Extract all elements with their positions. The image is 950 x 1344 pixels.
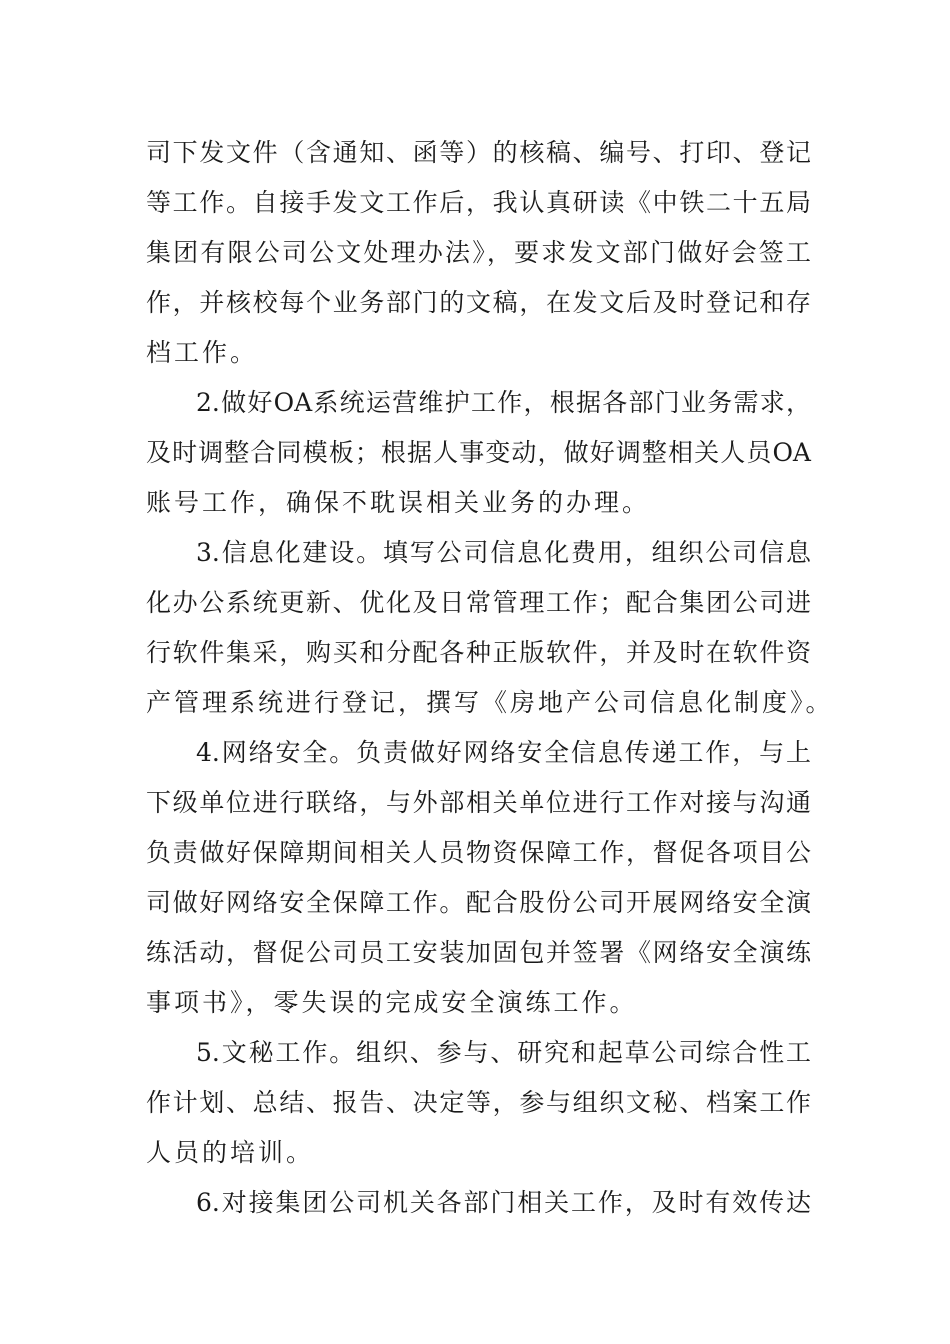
text-line: 事项书》，零失误的完成安全演练工作。 xyxy=(146,988,638,1017)
text-line: 作，并核校每个业务部门的文稿，在发文后及时登记和存 xyxy=(146,288,811,317)
text-line: 产管理系统进行登记，撰写《房地产公司信息化制度》。 xyxy=(146,688,834,717)
text-line: 人员的培训。 xyxy=(146,1138,315,1167)
paragraph-start-line: 2.做好OA系统运营维护工作，根据各部门业务需求， xyxy=(196,388,811,417)
text-line: 练活动，督促公司员工安装加固包并签署《网络安全演练 xyxy=(146,938,811,967)
text-line: 等工作。自接手发文工作后，我认真研读《中铁二十五局 xyxy=(146,188,811,217)
paragraph-start-line: 3.信息化建设。填写公司信息化费用，组织公司信息 xyxy=(196,538,811,567)
text-line: 司下发文件（含通知、函等）的核稿、编号、打印、登记 xyxy=(146,138,811,167)
paragraph-start-line: 6.对接集团公司机关各部门相关工作，及时有效传达 xyxy=(196,1188,811,1217)
text-line: 行软件集采，购买和分配各种正版软件，并及时在软件资 xyxy=(146,638,811,667)
text-line: 负责做好保障期间相关人员物资保障工作，督促各项目公 xyxy=(146,838,811,867)
paragraph-start-line: 5.文秘工作。组织、参与、研究和起草公司综合性工 xyxy=(196,1038,811,1067)
text-line: 账号工作，确保不耽误相关业务的办理。 xyxy=(146,488,651,517)
text-line: 司做好网络安全保障工作。配合股份公司开展网络安全演 xyxy=(146,888,811,917)
paragraph-start-line: 4.网络安全。负责做好网络安全信息传递工作，与上 xyxy=(196,738,811,767)
text-line: 档工作。 xyxy=(146,338,259,367)
text-line: 及时调整合同模板；根据人事变动，做好调整相关人员OA xyxy=(146,438,811,467)
text-line: 集团有限公司公文处理办法》，要求发文部门做好会签工 xyxy=(146,238,811,267)
text-line: 化办公系统更新、优化及日常管理工作；配合集团公司进 xyxy=(146,588,811,617)
text-line: 作计划、总结、报告、决定等，参与组织文秘、档案工作 xyxy=(146,1088,811,1117)
text-line: 下级单位进行联络，与外部相关单位进行工作对接与沟通 xyxy=(146,788,811,817)
